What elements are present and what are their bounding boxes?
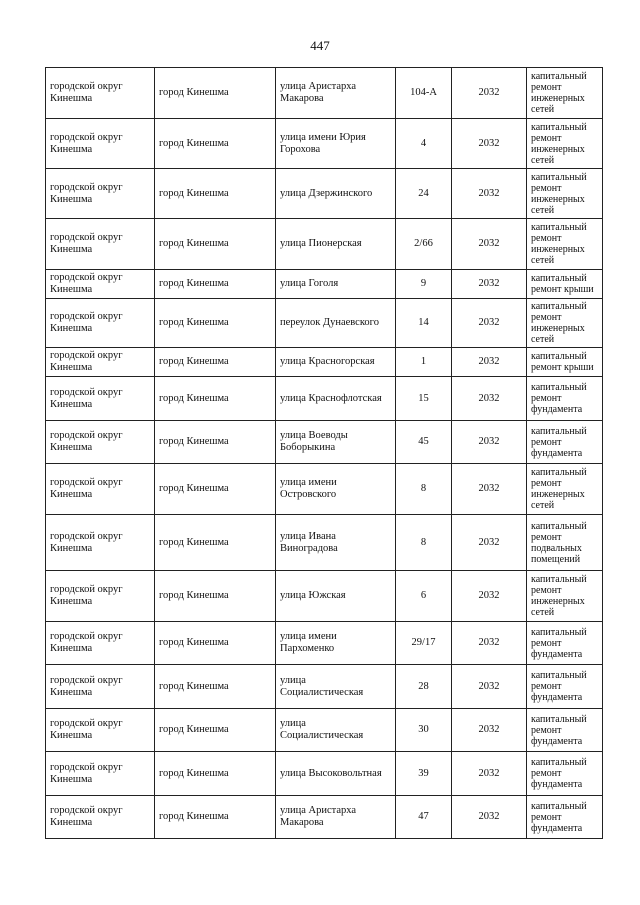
table-row [46, 421, 603, 464]
municipal-district-cell: городской округ Кинешма [46, 464, 155, 515]
work-type-cell: капитальный ремонт фундамента [527, 377, 603, 421]
city-cell: город Кинешма [155, 348, 276, 377]
table-row [46, 377, 603, 421]
year-cell: 2032 [452, 299, 527, 348]
year-cell: 2032 [452, 464, 527, 515]
city-cell: город Кинешма [155, 299, 276, 348]
city-cell: город Кинешма [155, 515, 276, 571]
street-cell: улица имени Пархоменко [276, 622, 396, 665]
house-number-cell: 39 [396, 752, 452, 796]
street-cell: улица Аристарха Макарова [276, 796, 396, 839]
work-type-cell: капитальный ремонт фундамента [527, 622, 603, 665]
city-cell: город Кинешма [155, 270, 276, 299]
work-type-cell: капитальный ремонт инженерных сетей [527, 299, 603, 348]
year-cell: 2032 [452, 169, 527, 219]
municipal-district-cell: городской округ Кинешма [46, 665, 155, 709]
city-cell: город Кинешма [155, 219, 276, 270]
table-row [46, 464, 603, 515]
house-number-cell: 9 [396, 270, 452, 299]
work-type-cell: капитальный ремонт инженерных сетей [527, 119, 603, 169]
table-row [46, 752, 603, 796]
street-cell: улица Краснофлотская [276, 377, 396, 421]
year-cell: 2032 [452, 119, 527, 169]
table-row [46, 709, 603, 752]
house-number-cell: 8 [396, 464, 452, 515]
table-row [46, 299, 603, 348]
house-number-cell: 29/17 [396, 622, 452, 665]
municipal-district-cell: городской округ Кинешма [46, 348, 155, 377]
street-cell: улица Высоковольтная [276, 752, 396, 796]
street-cell: улица Социалистическая [276, 665, 396, 709]
housing-repair-table [45, 67, 603, 839]
house-number-cell: 1 [396, 348, 452, 377]
street-cell: переулок Дунаевского [276, 299, 396, 348]
city-cell: город Кинешма [155, 665, 276, 709]
year-cell: 2032 [452, 219, 527, 270]
street-cell: улица Дзержинского [276, 169, 396, 219]
municipal-district-cell: городской округ Кинешма [46, 119, 155, 169]
table-row [46, 571, 603, 622]
work-type-cell: капитальный ремонт фундамента [527, 752, 603, 796]
city-cell: город Кинешма [155, 796, 276, 839]
table-row [46, 169, 603, 219]
street-cell: улица Красногорская [276, 348, 396, 377]
municipal-district-cell: городской округ Кинешма [46, 709, 155, 752]
year-cell: 2032 [452, 68, 527, 119]
street-cell: улица Социалистическая [276, 709, 396, 752]
house-number-cell: 2/66 [396, 219, 452, 270]
house-number-cell: 24 [396, 169, 452, 219]
year-cell: 2032 [452, 709, 527, 752]
city-cell: город Кинешма [155, 68, 276, 119]
table-row [46, 348, 603, 377]
work-type-cell: капитальный ремонт инженерных сетей [527, 219, 603, 270]
city-cell: город Кинешма [155, 571, 276, 622]
work-type-cell: капитальный ремонт фундамента [527, 796, 603, 839]
house-number-cell: 8 [396, 515, 452, 571]
work-type-cell: капитальный ремонт инженерных сетей [527, 464, 603, 515]
year-cell: 2032 [452, 752, 527, 796]
year-cell: 2032 [452, 270, 527, 299]
street-cell: улица Гоголя [276, 270, 396, 299]
house-number-cell: 15 [396, 377, 452, 421]
year-cell: 2032 [452, 622, 527, 665]
municipal-district-cell: городской округ Кинешма [46, 169, 155, 219]
city-cell: город Кинешма [155, 622, 276, 665]
table-row [46, 219, 603, 270]
municipal-district-cell: городской округ Кинешма [46, 571, 155, 622]
city-cell: город Кинешма [155, 377, 276, 421]
municipal-district-cell: городской округ Кинешма [46, 622, 155, 665]
table-row [46, 119, 603, 169]
city-cell: город Кинешма [155, 119, 276, 169]
work-type-cell: капитальный ремонт фундамента [527, 709, 603, 752]
house-number-cell: 28 [396, 665, 452, 709]
work-type-cell: капитальный ремонт крыши [527, 348, 603, 377]
house-number-cell: 14 [396, 299, 452, 348]
municipal-district-cell: городской округ Кинешма [46, 752, 155, 796]
house-number-cell: 47 [396, 796, 452, 839]
house-number-cell: 6 [396, 571, 452, 622]
work-type-cell: капитальный ремонт инженерных сетей [527, 571, 603, 622]
street-cell: улица Аристарха Макарова [276, 68, 396, 119]
street-cell: улица имени Юрия Горохова [276, 119, 396, 169]
work-type-cell: капитальный ремонт подвальных помещений [527, 515, 603, 571]
municipal-district-cell: городской округ Кинешма [46, 421, 155, 464]
municipal-district-cell: городской округ Кинешма [46, 299, 155, 348]
municipal-district-cell: городской округ Кинешма [46, 796, 155, 839]
city-cell: город Кинешма [155, 464, 276, 515]
house-number-cell: 30 [396, 709, 452, 752]
house-number-cell: 104-А [396, 68, 452, 119]
work-type-cell: капитальный ремонт инженерных сетей [527, 169, 603, 219]
table-row [46, 270, 603, 299]
year-cell: 2032 [452, 421, 527, 464]
work-type-cell: капитальный ремонт фундамента [527, 421, 603, 464]
year-cell: 2032 [452, 571, 527, 622]
page-number: 447 [310, 38, 330, 53]
year-cell: 2032 [452, 796, 527, 839]
work-type-cell: капитальный ремонт крыши [527, 270, 603, 299]
house-number-cell: 4 [396, 119, 452, 169]
year-cell: 2032 [452, 348, 527, 377]
table-row [46, 622, 603, 665]
table-row [46, 665, 603, 709]
city-cell: город Кинешма [155, 169, 276, 219]
street-cell: улица Ивана Виноградова [276, 515, 396, 571]
house-number-cell: 45 [396, 421, 452, 464]
street-cell: улица Пионерская [276, 219, 396, 270]
street-cell: улица Воеводы Боборыкина [276, 421, 396, 464]
work-type-cell: капитальный ремонт инженерных сетей [527, 68, 603, 119]
table-row [46, 796, 603, 839]
city-cell: город Кинешма [155, 709, 276, 752]
street-cell: улица Южская [276, 571, 396, 622]
municipal-district-cell: городской округ Кинешма [46, 515, 155, 571]
year-cell: 2032 [452, 377, 527, 421]
municipal-district-cell: городской округ Кинешма [46, 377, 155, 421]
city-cell: город Кинешма [155, 752, 276, 796]
municipal-district-cell: городской округ Кинешма [46, 270, 155, 299]
table-row [46, 515, 603, 571]
municipal-district-cell: городской округ Кинешма [46, 219, 155, 270]
table-row [46, 68, 603, 119]
year-cell: 2032 [452, 515, 527, 571]
city-cell: город Кинешма [155, 421, 276, 464]
year-cell: 2032 [452, 665, 527, 709]
street-cell: улица имени Островского [276, 464, 396, 515]
work-type-cell: капитальный ремонт фундамента [527, 665, 603, 709]
table-body [46, 68, 603, 839]
municipal-district-cell: городской округ Кинешма [46, 68, 155, 119]
